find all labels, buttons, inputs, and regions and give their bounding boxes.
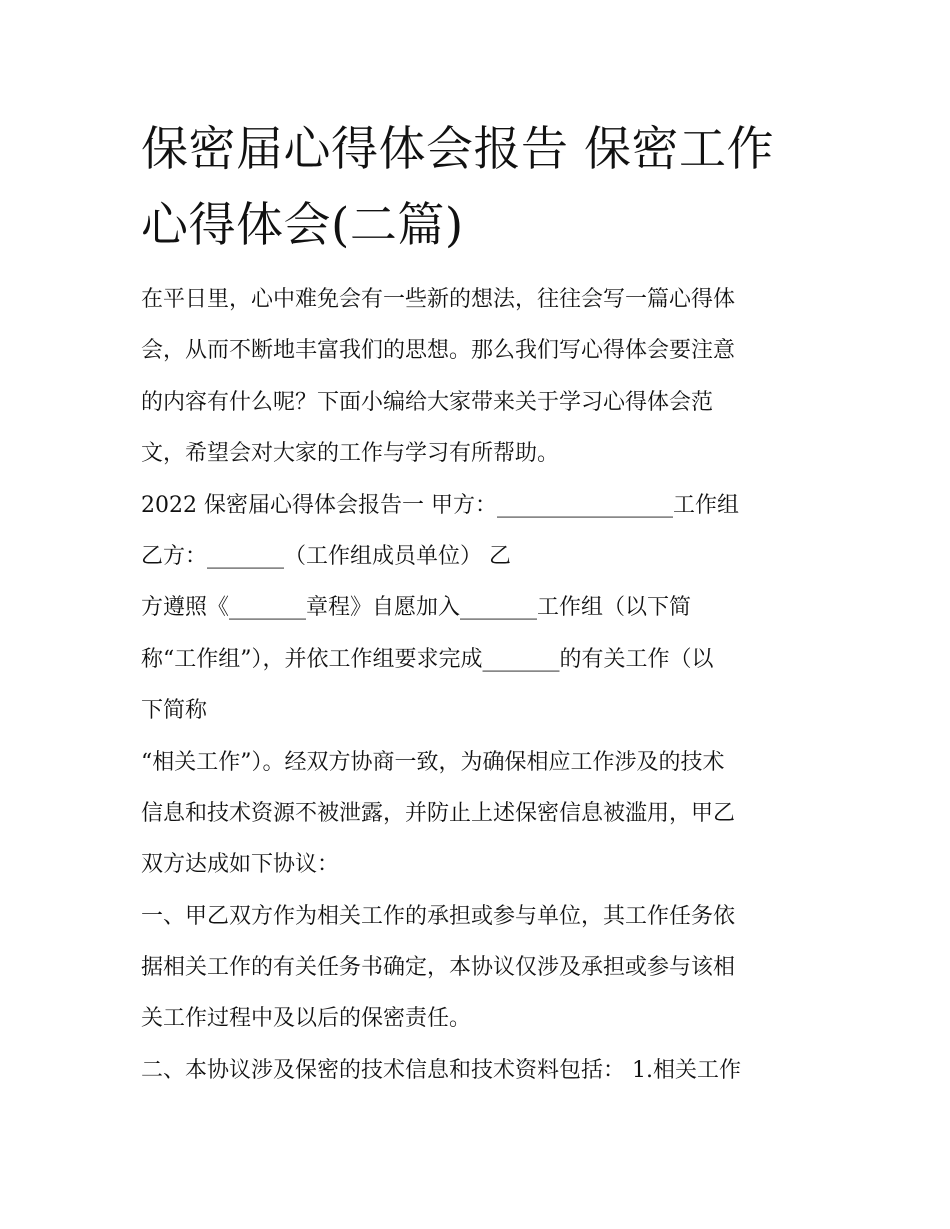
- body-line: 的内容有什么呢？下面小编给大家带来关于学习心得体会范: [141, 389, 714, 415]
- body-line: 会，从而不断地丰富我们的思想。那么我们写心得体会要注意: [141, 338, 736, 364]
- document-title: [141, 112, 841, 264]
- body-line: 信息和技术资源不被泄露，并防止上述保密信息被滥用，甲乙: [141, 800, 736, 826]
- body-line: 称“工作组”），并依工作组要求完成_______的有关工作（以: [141, 646, 714, 672]
- body-line: 方遵照《_______章程》自愿加入_______工作组（以下简: [141, 595, 692, 621]
- title-line: 心得体会(二篇): [141, 198, 464, 253]
- body-line: 下简称: [141, 698, 208, 724]
- body-line: 文，希望会对大家的工作与学习有所帮助。: [141, 441, 560, 467]
- body-line: “相关工作”）。经双方协商一致，为确保相应工作涉及的技术: [141, 749, 725, 775]
- body-line: 关工作过程中及以后的保密责任。: [141, 1006, 472, 1032]
- body-line: 一、甲乙双方作为相关工作的承担或参与单位，其工作任务依: [141, 903, 736, 929]
- title-line: 保密届心得体会报告 保密工作: [141, 122, 774, 177]
- body-line: 二、本协议涉及保密的技术信息和技术资料包括： 1.相关工作: [141, 1057, 741, 1083]
- body-line: 据相关工作的有关任务书确定，本协议仅涉及承担或参与该相: [141, 955, 736, 981]
- body-line: 双方达成如下协议：: [141, 852, 340, 878]
- body-line: 在平日里，心中难免会有一些新的想法，往往会写一篇心得体: [141, 287, 736, 312]
- body-line: 乙方：_______（工作组成员单位） 乙: [141, 543, 511, 569]
- document-body: [141, 274, 831, 1096]
- body-line: 2022 保密届心得体会报告一 甲方：________________工作组: [141, 492, 739, 518]
